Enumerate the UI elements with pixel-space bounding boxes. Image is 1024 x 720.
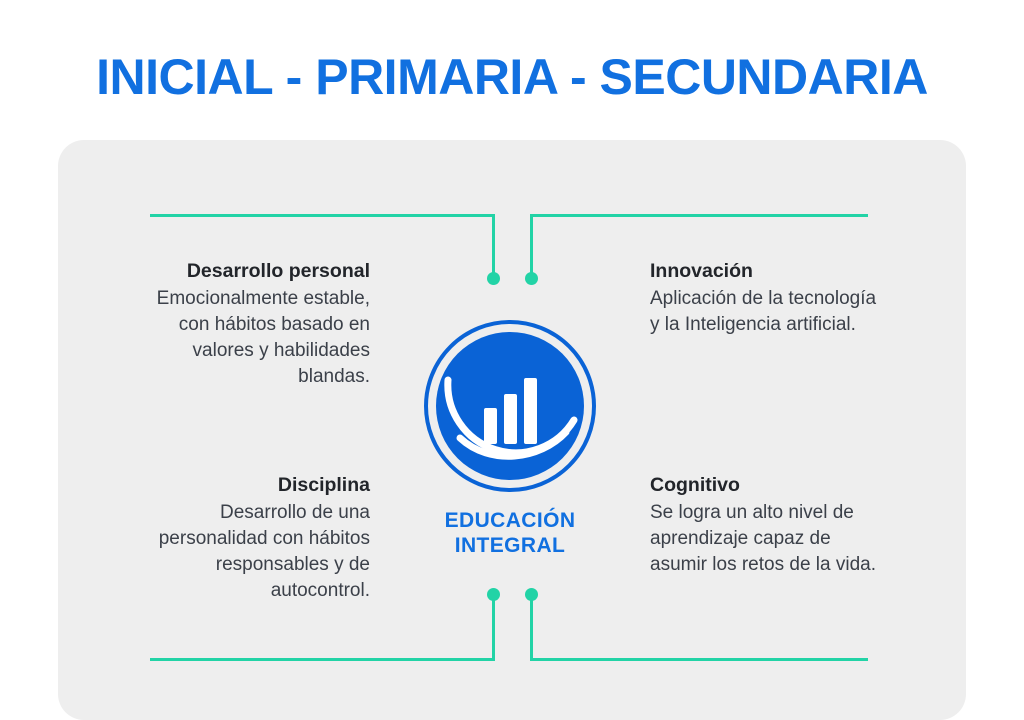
quadrant-heading: Disciplina xyxy=(277,474,370,496)
logo-caption-line1: EDUCACIÓN xyxy=(444,509,576,532)
quadrant-body: Desarrollo de una personalidad con hábitos responsables y de autocontrol. xyxy=(158,502,370,601)
connector-line-top-right-vertical xyxy=(530,214,533,276)
logo-caption xyxy=(400,508,620,558)
quadrant-desarrollo-personal xyxy=(130,258,370,390)
education-logo xyxy=(424,320,596,492)
quadrant-body: Se logra un alto nivel de aprendizaje capaz de asumir los retos de la vida. xyxy=(650,502,876,575)
quadrant-body: Emocionalmente estable, con hábitos basado en valores y habilidades blandas. xyxy=(156,288,370,387)
logo-caption-line2: INTEGRAL xyxy=(454,534,566,557)
connector-line-top-right-horizontal xyxy=(530,214,868,217)
connector-line-bottom-right-horizontal xyxy=(530,658,868,661)
quadrant-heading: Innovación xyxy=(650,260,753,282)
connector-line-bottom-right-vertical xyxy=(530,598,533,660)
quadrant-heading: Desarrollo personal xyxy=(186,260,370,282)
quadrant-disciplina xyxy=(130,472,370,604)
connector-dot-bottom-left xyxy=(487,588,500,601)
connector-dot-top-left xyxy=(487,272,500,285)
connector-dot-top-right xyxy=(525,272,538,285)
quadrant-innovacion xyxy=(650,258,890,338)
connector-line-top-left-vertical xyxy=(492,214,495,276)
page-title: INICIAL - PRIMARIA - SECUNDARIA xyxy=(96,49,928,105)
connector-line-bottom-left-vertical xyxy=(492,598,495,660)
quadrant-body: Aplicación de la tecnología y la Inteligencia artificial. xyxy=(650,288,877,335)
connector-line-top-left-horizontal xyxy=(150,214,495,217)
quadrant-cognitivo xyxy=(650,472,890,578)
quadrant-heading: Cognitivo xyxy=(650,474,740,496)
connector-line-bottom-left-horizontal xyxy=(150,658,495,661)
connector-dot-bottom-right xyxy=(525,588,538,601)
